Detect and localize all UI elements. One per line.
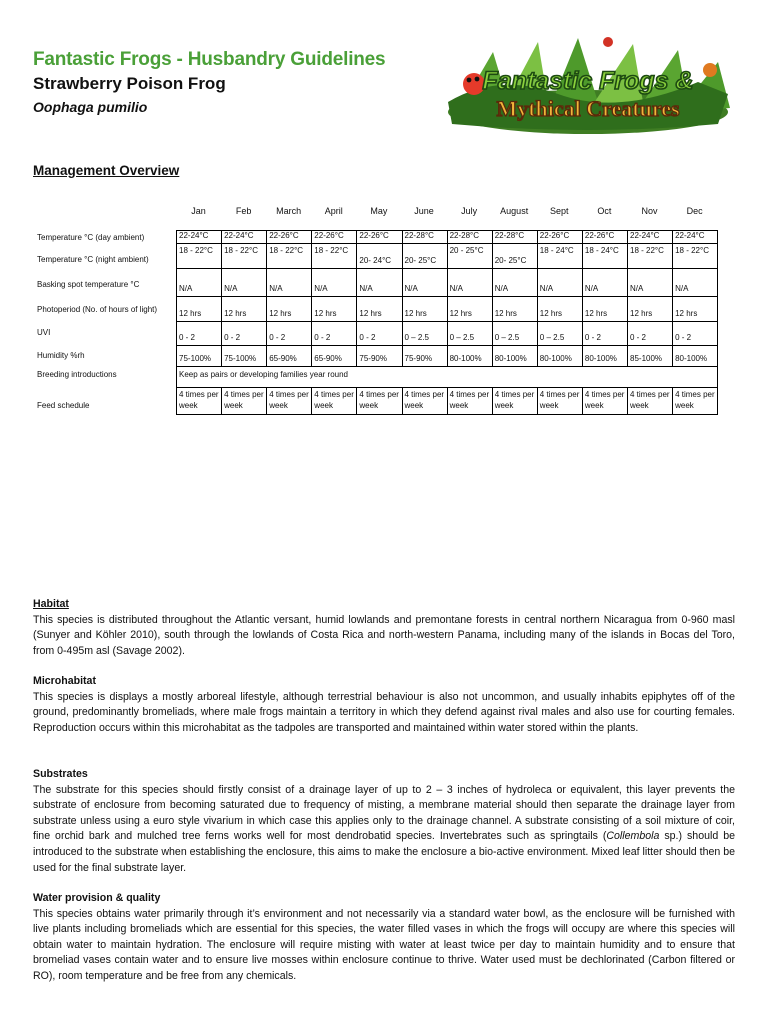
table-cell: N/A bbox=[449, 284, 463, 293]
table-cell: 0 - 2 bbox=[224, 333, 241, 342]
table-cell: N/A bbox=[539, 284, 554, 293]
table-cell: 22-26°C bbox=[359, 231, 389, 240]
table-cell: 0 – 2.5 bbox=[539, 333, 565, 342]
table-column-divider bbox=[402, 387, 403, 415]
table-column-divider bbox=[266, 230, 267, 367]
species-common-name: Strawberry Poison Frog bbox=[33, 74, 226, 93]
table-cell: 12 hrs bbox=[630, 309, 653, 318]
habitat-heading: Habitat bbox=[33, 598, 69, 610]
month-header: April bbox=[324, 206, 343, 216]
table-cell: 22-26°C bbox=[584, 231, 615, 240]
water-section bbox=[33, 891, 735, 985]
substrates-text-italic: Collembola bbox=[606, 830, 660, 843]
table-cell: 22-24°C bbox=[224, 231, 254, 240]
table-cell: 0 – 2.5 bbox=[494, 333, 520, 342]
table-cell: N/A bbox=[269, 284, 283, 293]
table-cell: 80-100% bbox=[449, 354, 482, 363]
document-title: Fantastic Frogs - Husbandry Guidelines bbox=[33, 49, 386, 70]
table-cell: 22-28°C bbox=[494, 231, 525, 240]
table-column-divider bbox=[717, 230, 718, 415]
table-cell: 0 – 2.5 bbox=[449, 333, 475, 342]
table-cell: 0 - 2 bbox=[179, 333, 196, 342]
table-cell: 12 hrs bbox=[269, 309, 292, 318]
table-cell: 4 times per week bbox=[269, 390, 309, 410]
table-column-divider bbox=[672, 387, 673, 415]
table-cell: 18 - 22°C bbox=[630, 246, 664, 255]
table-cell: 12 hrs bbox=[675, 309, 698, 318]
table-cell: 4 times per week bbox=[630, 390, 670, 410]
table-cell: 22-26°C bbox=[314, 231, 344, 240]
table-cell: 65-90% bbox=[269, 354, 297, 363]
substrates-section bbox=[33, 767, 735, 876]
table-cell: N/A bbox=[314, 284, 328, 293]
logo-text-line2: Mythical Creatures bbox=[496, 96, 680, 121]
month-header: Oct bbox=[597, 206, 612, 216]
table-cell: 12 hrs bbox=[494, 309, 517, 318]
table-column-divider bbox=[447, 387, 448, 415]
table-cell: 20- 24°C bbox=[359, 256, 392, 265]
table-cell: 12 hrs bbox=[449, 309, 472, 318]
document-header bbox=[33, 48, 385, 118]
table-cell: 75-90% bbox=[404, 354, 433, 363]
table-cell: 75-90% bbox=[359, 354, 387, 363]
table-cell: 80-100% bbox=[675, 354, 708, 363]
table-cell: 12 hrs bbox=[539, 309, 563, 318]
table-column-divider bbox=[447, 230, 448, 367]
table-cell: 4 times per week bbox=[224, 390, 264, 410]
month-header: August bbox=[500, 206, 529, 216]
substrates-heading: Substrates bbox=[33, 768, 88, 780]
table-column-divider bbox=[221, 230, 222, 367]
habitat-section bbox=[33, 597, 735, 659]
table-cell: 12 hrs bbox=[584, 309, 608, 318]
table-cell: 75-100% bbox=[224, 354, 257, 363]
table-cell: 12 hrs bbox=[314, 309, 337, 318]
table-column-divider bbox=[537, 387, 538, 415]
management-overview-heading: Management Overview bbox=[33, 163, 180, 178]
table-cell: 22-26°C bbox=[269, 231, 299, 240]
table-cell: 80-100% bbox=[584, 354, 617, 363]
month-header: March bbox=[276, 206, 302, 216]
table-cell: 18 - 22°C bbox=[269, 246, 304, 255]
table-cell: 80-100% bbox=[539, 354, 572, 363]
table-column-divider bbox=[672, 230, 673, 367]
table-cell: 18 - 22°C bbox=[179, 246, 213, 255]
table-cell: N/A bbox=[224, 284, 238, 293]
table-column-divider bbox=[492, 230, 493, 367]
table-cell: N/A bbox=[630, 284, 644, 293]
substrates-text-part2: sp.) should be introduced to the substrate when establishing the enclosure, this aims to make the enclosure a bio-active environment. Mixed leaf litter should then be used for the final substrate layer. bbox=[33, 830, 735, 874]
table-cell: 80-100% bbox=[494, 354, 527, 363]
table-cell: 12 hrs bbox=[179, 309, 202, 318]
table-column-divider bbox=[266, 387, 267, 415]
row-label: Basking spot temperature °C bbox=[37, 280, 140, 289]
table-cell: 20 - 25°C bbox=[449, 246, 484, 255]
table-cell: 4 times per week bbox=[359, 390, 399, 410]
table-cell: N/A bbox=[179, 284, 193, 293]
month-header: Nov bbox=[641, 206, 658, 216]
table-column-divider bbox=[311, 387, 312, 415]
table-cell: 18 - 22°C bbox=[675, 246, 709, 255]
month-header: Jan bbox=[191, 206, 206, 216]
table-cell: 0 - 2 bbox=[584, 333, 601, 342]
table-column-divider bbox=[492, 387, 493, 415]
table-column-divider bbox=[176, 230, 177, 415]
substrates-text bbox=[33, 783, 735, 877]
table-cell: 4 times per week bbox=[314, 390, 354, 410]
table-cell: 22-24°C bbox=[630, 231, 660, 240]
row-label: Feed schedule bbox=[37, 401, 90, 410]
table-cell: 85-100% bbox=[630, 354, 663, 363]
table-cell: N/A bbox=[675, 284, 689, 293]
table-cell: 75-100% bbox=[179, 354, 212, 363]
logo-graphic bbox=[438, 32, 738, 136]
table-column-divider bbox=[582, 230, 583, 367]
table-cell: 4 times per week bbox=[449, 390, 490, 410]
table-cell: 18 - 22°C bbox=[224, 246, 258, 255]
table-column-divider bbox=[311, 230, 312, 367]
table-cell: 4 times per week bbox=[539, 390, 580, 410]
table-cell: 4 times per week bbox=[675, 390, 715, 410]
table-column-divider bbox=[221, 387, 222, 415]
water-text: This species obtains water primarily through it’s environment and not necessarily via a standard water bowl, as the enclosure will be furnished with live plants including bromeliads which are essential for this species, the water filled vases in which the frogs will occupy are where this species will obtain water to maintain hydration. The enclosure will require misting with water at least twice per day to maintain humidity and to ensure that bromeliad vases contain water and to ensure live mosses within enclosure continue to thrive. Water used must be dechlorinated (Carbon filtered or RO), room temperature and be free from any chemicals. bbox=[33, 907, 735, 982]
table-cell: N/A bbox=[359, 284, 373, 293]
table-column-divider bbox=[627, 387, 628, 415]
table-cell: 12 hrs bbox=[359, 309, 382, 318]
table-cell: 65-90% bbox=[314, 354, 342, 363]
table-cell: 0 – 2.5 bbox=[404, 333, 429, 342]
table-cell: 18 - 22°C bbox=[314, 246, 349, 255]
row-label: Photoperiod (No. of hours of light) bbox=[37, 305, 158, 314]
row-label: UVI bbox=[37, 328, 51, 337]
row-label: Breeding introductions bbox=[37, 370, 117, 379]
microhabitat-section bbox=[33, 674, 735, 736]
month-header: June bbox=[414, 206, 434, 216]
brand-logo bbox=[438, 32, 738, 136]
table-cell: 0 - 2 bbox=[630, 333, 647, 342]
month-header: Sept bbox=[550, 206, 569, 216]
table-cell: 4 times per week bbox=[584, 390, 625, 410]
table-cell: 4 times per week bbox=[179, 390, 219, 410]
month-header: May bbox=[370, 206, 388, 216]
table-cell: 20- 25°C bbox=[404, 256, 437, 265]
table-cell: 22-24°C bbox=[179, 231, 209, 240]
month-header: July bbox=[461, 206, 478, 216]
table-column-divider bbox=[627, 230, 628, 367]
table-column-divider bbox=[402, 230, 403, 367]
month-header: Feb bbox=[235, 206, 252, 216]
row-label: Humidity %rh bbox=[37, 351, 85, 360]
table-column-divider bbox=[582, 387, 583, 415]
table-column-divider bbox=[356, 387, 357, 415]
row-label: Temperature °C (day ambient) bbox=[37, 233, 145, 242]
table-cell: 18 - 24°C bbox=[539, 246, 574, 255]
table-column-divider bbox=[537, 230, 538, 367]
row-label: Temperature °C (night ambient) bbox=[37, 255, 149, 264]
table-cell: 0 - 2 bbox=[314, 333, 331, 342]
logo-text-line1: Fantastic Frogs & bbox=[482, 67, 694, 95]
table-cell: 22-28°C bbox=[449, 231, 480, 240]
table-cell: 12 hrs bbox=[404, 309, 427, 318]
table-cell: 0 - 2 bbox=[269, 333, 286, 342]
table-column-divider bbox=[356, 230, 357, 367]
table-cell: N/A bbox=[494, 284, 509, 293]
water-heading: Water provision & quality bbox=[33, 892, 161, 904]
table-cell: 4 times per week bbox=[494, 390, 535, 410]
table-cell: N/A bbox=[584, 284, 599, 293]
table-cell: 4 times per week bbox=[404, 390, 445, 410]
species-scientific-name: Oophaga pumilio bbox=[33, 99, 148, 115]
table-cell: 22-28°C bbox=[404, 231, 434, 240]
table-cell: 22-26°C bbox=[539, 231, 570, 240]
month-header: Dec bbox=[686, 206, 703, 216]
table-cell: 20- 25°C bbox=[494, 256, 527, 265]
microhabitat-heading: Microhabitat bbox=[33, 675, 96, 687]
table-cell: 12 hrs bbox=[224, 309, 247, 318]
table-cell: N/A bbox=[404, 284, 418, 293]
table-cell: 0 - 2 bbox=[359, 333, 376, 342]
microhabitat-text: This species is displays a mostly arboreal lifestyle, although terrestrial behaviour is also not uncommon, and usually inhabits epiphytes off of the ground, predominantly bromeliads, where male frogs maintain a territory in which they defend against rival males and also use for courting females. Reproduction occurs within this microhabitat as the tadpoles are transported and maintained within water stored within the plants. bbox=[33, 690, 735, 734]
table-cell: 0 - 2 bbox=[675, 333, 692, 342]
table-cell: 18 - 24°C bbox=[584, 246, 619, 255]
breeding-span-cell: Keep as pairs or developing families year round bbox=[179, 370, 348, 379]
table-cell: 22-24°C bbox=[675, 231, 705, 240]
substrates-text-part1: The substrate for this species should firstly consist of a drainage layer of up to 2 – 3 inches of hydroleca or equivalent, this layer prevents the substrate of enclosure from becoming saturated due to frequency of misting, a membrane material should then separate the drainage layer from substrate unless using a euro style vivarium in which case this applies only to the drainage channel. A substrate consisting of a soil mixture of coir, fine orchid bark and mulched tree ferns works well for most dendrobatid species. Invertebrates such as springtails ( bbox=[33, 783, 735, 843]
habitat-text: This species is distributed throughout the Atlantic versant, humid lowlands and premontane forests in central northern Nicaragua from 0-960 masl (Sunyer and Köhler 2010), south through the lowlands of Costa Rica and north-western Panama, including many of the islands in Bocas del Toro, from 0-495m asl (Savage 2002). bbox=[33, 613, 735, 657]
